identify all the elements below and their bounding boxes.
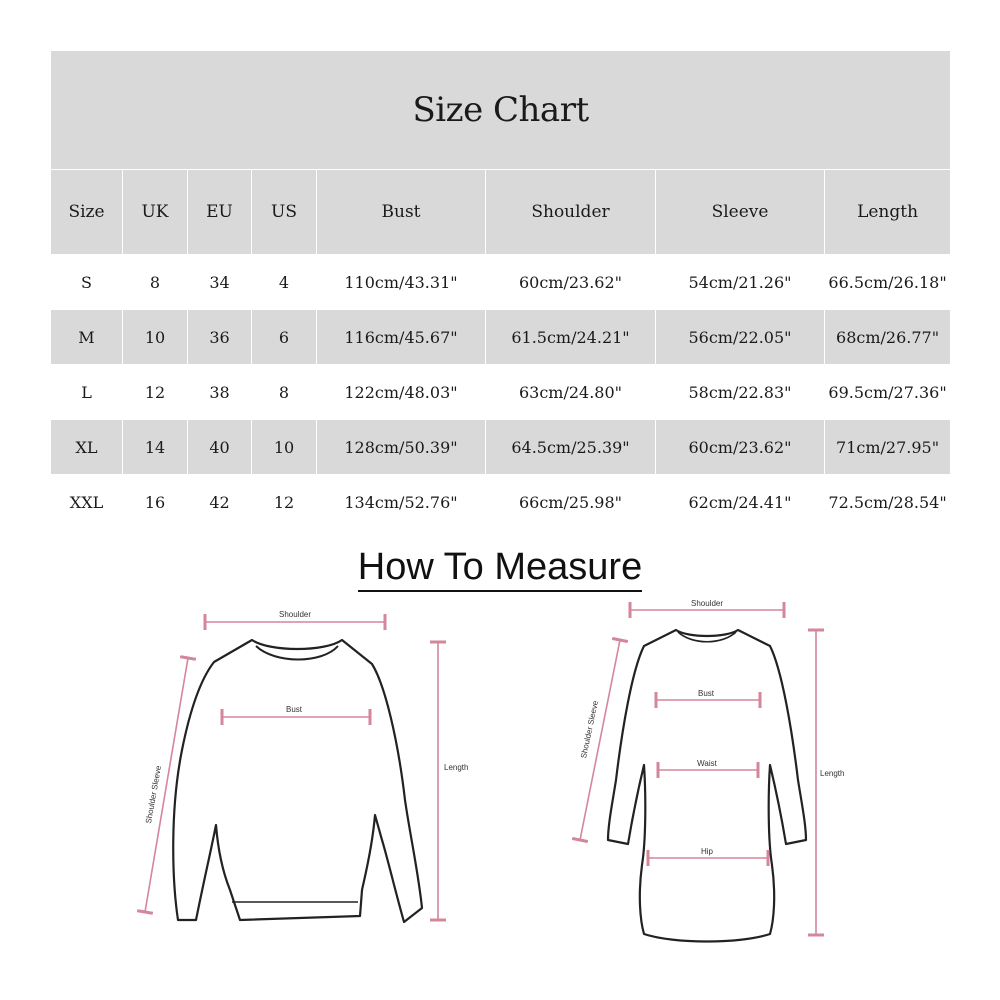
table-cell: 60cm/23.62" — [656, 420, 825, 475]
table-cell: 69.5cm/27.36" — [825, 365, 951, 420]
length-label: Length — [444, 763, 469, 772]
table-cell: 42 — [188, 475, 252, 530]
table-header-row — [51, 170, 951, 255]
table-cell: 34 — [188, 255, 252, 310]
table-cell: 66.5cm/26.18" — [825, 255, 951, 310]
header-bust: Bust — [317, 170, 486, 255]
table-cell: 62cm/24.41" — [656, 475, 825, 530]
table-cell: 72.5cm/28.54" — [825, 475, 951, 530]
table-cell: 8 — [123, 255, 188, 310]
header-sleeve: Sleeve — [656, 170, 825, 255]
table-cell: 128cm/50.39" — [317, 420, 486, 475]
dress-bust-label: Bust — [697, 689, 715, 698]
bust-label: Bust — [285, 705, 303, 714]
table-cell: 14 — [123, 420, 188, 475]
table-cell: XXL — [51, 475, 123, 530]
table-cell: 36 — [188, 310, 252, 365]
table-cell: 58cm/22.83" — [656, 365, 825, 420]
dress-hip-label: Hip — [700, 847, 714, 856]
table-cell: 12 — [252, 475, 317, 530]
header-shoulder: Shoulder — [486, 170, 656, 255]
header-uk: UK — [123, 170, 188, 255]
size-chart-table — [50, 50, 951, 530]
table-cell: 40 — [188, 420, 252, 475]
table-cell: 54cm/21.26" — [656, 255, 825, 310]
table-cell: 61.5cm/24.21" — [486, 310, 656, 365]
table-cell: 60cm/23.62" — [486, 255, 656, 310]
table-cell: 10 — [252, 420, 317, 475]
header-eu: EU — [188, 170, 252, 255]
dress-outline — [608, 630, 806, 942]
table-cell: 71cm/27.95" — [825, 420, 951, 475]
table-cell: L — [51, 365, 123, 420]
dress-diagram — [579, 599, 844, 942]
table-cell: 12 — [123, 365, 188, 420]
table-cell: XL — [51, 420, 123, 475]
table-cell: 56cm/22.05" — [656, 310, 825, 365]
sweatshirt-diagram — [144, 610, 468, 922]
table-cell: 134cm/52.76" — [317, 475, 486, 530]
table-cell: 63cm/24.80" — [486, 365, 656, 420]
dress-sleeve-label: Shoulder Sleeve — [579, 699, 601, 760]
dress-shoulder-label: Shoulder — [690, 599, 724, 608]
table-cell: 38 — [188, 365, 252, 420]
measurement-diagrams — [0, 590, 1000, 1000]
table-cell: 116cm/45.67" — [317, 310, 486, 365]
table-cell: 66cm/25.98" — [486, 475, 656, 530]
header-us: US — [252, 170, 317, 255]
table-cell: 4 — [252, 255, 317, 310]
how-to-measure-title: How To Measure — [358, 546, 642, 592]
table-cell: S — [51, 255, 123, 310]
table-cell: 16 — [123, 475, 188, 530]
table-row — [51, 255, 951, 310]
dress-length-label: Length — [820, 769, 845, 778]
how-to-measure-heading — [0, 546, 1000, 589]
table-cell: M — [51, 310, 123, 365]
table-cell: 110cm/43.31" — [317, 255, 486, 310]
header-length: Length — [825, 170, 951, 255]
table-cell: 8 — [252, 365, 317, 420]
table-cell: 10 — [123, 310, 188, 365]
size-chart-title: Size Chart — [51, 51, 951, 170]
table-row — [51, 475, 951, 530]
table-row — [51, 365, 951, 420]
table-cell: 64.5cm/25.39" — [486, 420, 656, 475]
table-row — [51, 310, 951, 365]
table-cell: 122cm/48.03" — [317, 365, 486, 420]
table-title-row — [51, 51, 951, 170]
header-size: Size — [51, 170, 123, 255]
sweatshirt-outline — [173, 640, 422, 922]
dress-waist-label: Waist — [697, 759, 717, 768]
table-cell: 6 — [252, 310, 317, 365]
sleeve-label: Shoulder Sleeve — [144, 764, 164, 825]
table-row — [51, 420, 951, 475]
table-cell: 68cm/26.77" — [825, 310, 951, 365]
shoulder-label: Shoulder — [278, 610, 312, 619]
